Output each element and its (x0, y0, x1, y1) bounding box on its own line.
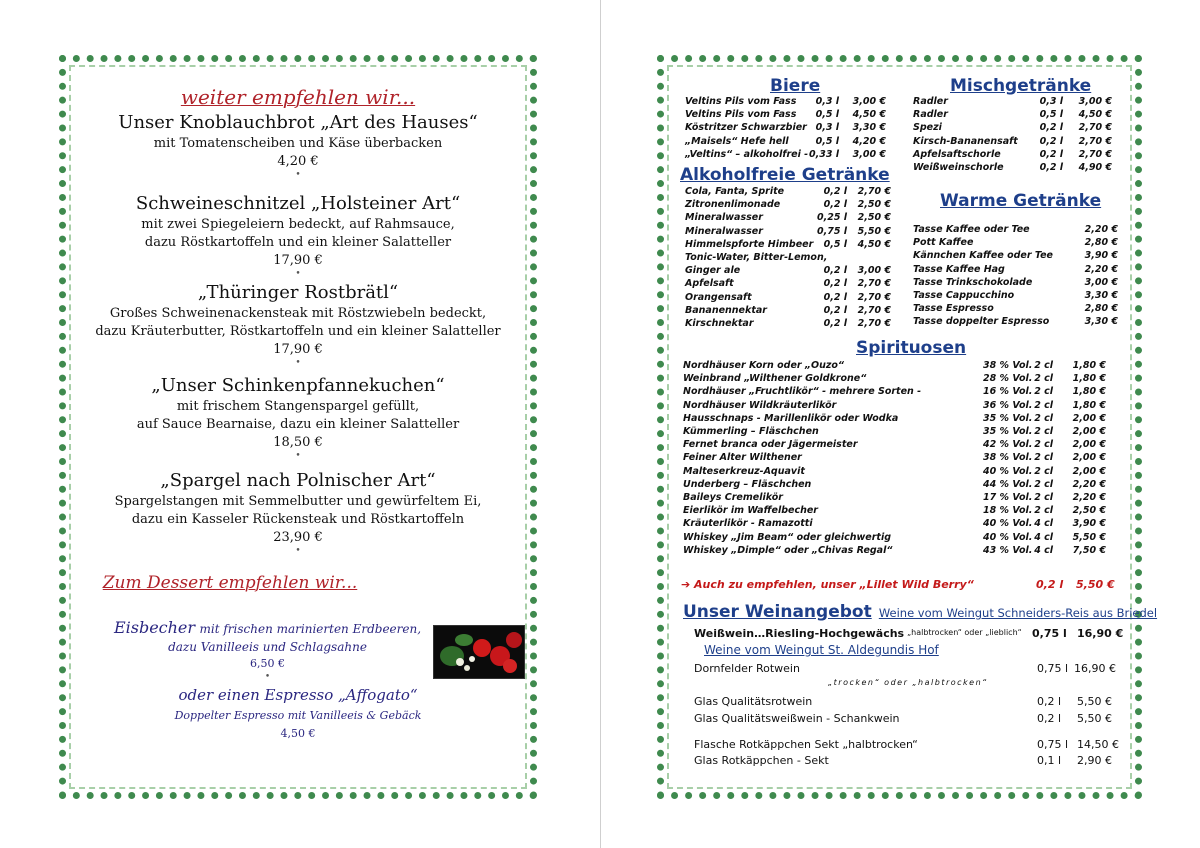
wine-price: 16,90 € (1077, 627, 1124, 640)
drink-abv: 35 % Vol. (983, 426, 1033, 437)
drink-row (683, 400, 1113, 413)
dish-price: 18,50 € (273, 435, 323, 450)
drink-name: Tasse doppelter Espresso (913, 316, 1050, 328)
drink-price: 2,00 € (1072, 412, 1106, 424)
drink-name: Tonic-Water, Bitter-Lemon, (685, 252, 828, 263)
drink-row (685, 149, 925, 162)
drink-name: Apfelsaftschorle (913, 148, 1001, 160)
drink-price: 4,50 € (857, 238, 891, 250)
drink-row (685, 199, 925, 212)
drink-qty: 0,2 l (1039, 135, 1063, 147)
drink-name: Kirschnektar (685, 318, 754, 329)
drink-name: Hausschnaps - Marillenlikör oder Wodka (683, 412, 899, 424)
wine-price: 14,50 € (1077, 738, 1119, 751)
drink-name: Tasse Espresso (913, 303, 994, 315)
wine-subtitle: Weine vom Weingut Schneiders-Reis aus Briedel (878, 606, 1158, 620)
drink-name: Feiner Alter Wilthener (683, 452, 802, 464)
drink-row (913, 224, 1153, 237)
drink-name: Radler (913, 96, 948, 107)
drink-row (913, 316, 1153, 329)
dish-description: dazu ein Kasseler Rückensteak und Röstkartoffeln (131, 512, 465, 527)
drink-price: 1,80 € (1072, 399, 1106, 411)
drink-row (685, 292, 925, 305)
drink-name: Weinbrand „Wilthener Goldkrone“ (683, 373, 867, 385)
section-biere: Biere (770, 76, 821, 96)
drink-price: 2,00 € (1072, 465, 1106, 477)
drink-name: Tasse Trinkschokolade (913, 276, 1033, 288)
drink-name: Zitronenlimonade (685, 199, 781, 211)
drink-price: 3,30 € (1084, 290, 1118, 301)
drink-name: Ginger ale (685, 265, 741, 277)
drink-row (913, 162, 1153, 175)
drink-row (683, 518, 1113, 531)
lillet-qty: 0,2 l (1036, 578, 1064, 591)
drink-row (683, 360, 1113, 373)
drink-price: 4,50 € (1078, 109, 1112, 121)
drink-name: Kännchen Kaffee oder Tee (913, 250, 1053, 262)
drink-price: 2,20 € (1084, 224, 1118, 235)
drink-row (685, 212, 925, 225)
drink-qty: 0,5 l (1039, 109, 1063, 121)
wine-price: 5,50 € (1077, 712, 1112, 725)
dornfelder-row (694, 662, 1124, 677)
drink-price: 2,70 € (857, 186, 891, 197)
drink-name: Bananennektar (685, 304, 767, 316)
dessert-price: 6,50 € (250, 657, 285, 670)
wine-price: 16,90 € (1074, 662, 1116, 675)
drink-row (685, 136, 925, 149)
wine-name: Glas Qualitätsrotwein (694, 695, 813, 708)
dish-item (80, 192, 516, 278)
drink-abv: 40 % Vol. (983, 518, 1033, 530)
drink-price: 2,70 € (857, 318, 891, 329)
drink-row (685, 109, 925, 122)
drink-qty: 0,2 l (823, 278, 847, 290)
drink-abv: 40 % Vol. (983, 531, 1033, 543)
drink-row (683, 466, 1113, 479)
drink-row (685, 186, 925, 199)
dish-name: Schweineschnitzel „Holsteiner Art“ (135, 193, 461, 214)
dish-description: auf Sauce Bearnaise, dazu ein kleiner Salatteller (136, 417, 460, 432)
lillet-text: ➔ Auch zu empfehlen, unser „Lillet Wild Berry“ (681, 578, 974, 591)
wine-row (694, 754, 1124, 769)
drink-price: 3,90 € (1084, 250, 1118, 262)
drink-price: 4,90 € (1078, 162, 1112, 173)
drink-price: 2,70 € (1078, 122, 1112, 134)
drink-qty: 0,2 l (823, 265, 847, 277)
drink-row (913, 237, 1153, 250)
drink-qty: 4 cl (1034, 531, 1053, 543)
drink-row (683, 492, 1113, 505)
wine-note: „trocken“ oder „halbtrocken“ (828, 678, 988, 687)
drink-abv: 38 % Vol. (983, 452, 1033, 464)
drink-abv: 40 % Vol. (983, 465, 1033, 477)
drink-abv: 17 % Vol. (983, 492, 1033, 503)
drink-row (685, 226, 925, 239)
drink-name: Kümmerling – Fläschchen (683, 426, 819, 437)
drink-price: 2,50 € (857, 212, 891, 224)
drink-name: Nordhäuser „Fruchtlikör“ - mehrere Sorten - (683, 386, 922, 398)
dish-price: 17,90 € (273, 253, 323, 268)
drink-row (685, 239, 925, 252)
drink-row (685, 278, 925, 291)
separator-dot: • (264, 672, 271, 682)
drink-abv: 35 % Vol. (983, 412, 1033, 424)
drink-name: Veltins Pils vom Fass (685, 109, 797, 121)
drink-row (683, 452, 1113, 465)
wine-name: Flasche Rotkäppchen Sekt „halbtrocken“ (694, 738, 918, 751)
drink-qty: 0,33 l (808, 148, 839, 160)
dish-name: Unser Knoblauchbrot „Art des Hauses“ (118, 112, 478, 133)
dessert-line: dazu Vanilleeis und Schlagsahne (168, 640, 367, 654)
drink-price: 1,80 € (1072, 360, 1106, 371)
strawberry-image (433, 625, 525, 679)
drink-qty: 2 cl (1034, 426, 1053, 437)
dessert-price: 4,50 € (280, 727, 316, 740)
drink-abv: 18 % Vol. (983, 505, 1033, 517)
dish-item (80, 281, 516, 367)
drink-price: 2,50 € (1072, 505, 1106, 517)
drink-qty: 2 cl (1034, 412, 1053, 424)
drink-row (683, 439, 1113, 452)
drink-qty: 2 cl (1034, 505, 1053, 517)
section-mischgetraenke: Mischgetränke (950, 76, 1092, 96)
drink-price: 2,80 € (1084, 303, 1118, 315)
drink-price: 7,50 € (1072, 544, 1106, 556)
drink-name: Baileys Cremelikör (683, 492, 783, 503)
dish-name: „Thüringer Rostbrätl“ (197, 282, 399, 303)
drink-qty: 4 cl (1034, 518, 1053, 530)
drink-qty: 0,3 l (815, 96, 839, 107)
drink-qty: 2 cl (1034, 373, 1053, 385)
wine-row (694, 695, 1124, 710)
drink-price: 2,00 € (1072, 439, 1106, 451)
aldegundis-heading: Weine vom Weingut St. Aldegundis Hof (704, 643, 939, 657)
dessert-heading: Zum Dessert empfehlen wir... (102, 573, 358, 593)
wine-row (694, 712, 1124, 727)
wine-qty: 0,2 l (1037, 712, 1062, 725)
drink-name: Pott Kaffee (913, 237, 974, 249)
separator-dot: • (295, 546, 301, 556)
drink-abv: 44 % Vol. (983, 478, 1033, 490)
dish-description: mit Tomatenscheiben und Käse überbacken (153, 136, 443, 151)
drink-name: Apfelsaft (685, 278, 734, 290)
section-spirituosen: Spirituosen (856, 338, 967, 358)
drink-row (913, 136, 1153, 149)
wine-row (694, 738, 1124, 753)
wine-price: 5,50 € (1077, 695, 1112, 708)
drink-qty: 2 cl (1034, 386, 1053, 398)
drink-row (685, 96, 925, 109)
wine-title: Unser Weinangebot (683, 602, 872, 622)
drink-qty: 2 cl (1034, 478, 1053, 490)
drink-row (683, 532, 1113, 545)
drink-qty: 2 cl (1034, 439, 1053, 451)
drink-name: Underberg – Fläschchen (683, 478, 812, 490)
drink-name: Kirsch-Bananensaft (913, 135, 1018, 147)
drink-qty: 0,5 l (823, 238, 847, 250)
drink-name: Spezi (913, 122, 942, 134)
drink-row (683, 505, 1113, 518)
drink-price: 1,80 € (1072, 386, 1106, 398)
drink-name: Radler (913, 109, 948, 121)
drink-price: 5,50 € (1072, 531, 1106, 543)
drink-qty: 0,2 l (1039, 148, 1063, 160)
wine-name: Glas Rotkäppchen - Sekt (694, 754, 829, 767)
riesling-row (694, 627, 1124, 642)
recommend-heading: weiter empfehlen wir... (180, 85, 416, 109)
drink-name: Tasse Cappucchino (913, 290, 1015, 301)
drink-qty: 0,2 l (823, 318, 847, 329)
drink-name: Mineralwasser (685, 225, 763, 237)
drink-price: 4,50 € (852, 109, 886, 121)
drink-price: 3,30 € (852, 122, 886, 134)
drink-qty: 2 cl (1034, 399, 1053, 411)
dish-description: dazu Kräuterbutter, Röstkartoffeln und ein kleiner Salatteller (95, 324, 501, 339)
drink-name: „Veltins“ – alkoholfrei - (685, 148, 809, 160)
drink-row (683, 373, 1113, 386)
dessert-eisbecher (100, 618, 435, 639)
dish-name: „Unser Schinkenpfannekuchen“ (151, 375, 445, 396)
separator-dot: • (295, 170, 301, 180)
wine-name: Glas Qualitätsweißwein - Schankwein (694, 712, 900, 725)
wine-qty: 0,75 l (1037, 738, 1069, 751)
drink-name: „Maisels“ Hefe hell (685, 135, 789, 147)
drink-name: Fernet branca oder Jägermeister (683, 439, 858, 451)
drink-qty: 0,5 l (815, 109, 839, 121)
drink-abv: 36 % Vol. (983, 399, 1033, 411)
dessert-line: mit frischen marinierten Erdbeeren, (199, 622, 422, 636)
drink-row (685, 305, 925, 318)
drink-row (913, 264, 1153, 277)
drink-name: Nordhäuser Wildkräuterlikör (683, 399, 837, 411)
wine-qty: 0,75 l (1037, 662, 1069, 675)
drink-price: 2,80 € (1084, 237, 1118, 249)
drink-price: 2,00 € (1072, 452, 1106, 464)
dessert-line: Doppelter Espresso mit Vanilleeis & Gebäck (174, 709, 422, 722)
drink-qty: 0,2 l (823, 186, 847, 197)
drink-price: 3,00 € (852, 148, 886, 160)
drink-name: Mineralwasser (685, 212, 763, 224)
drink-price: 5,50 € (857, 225, 891, 237)
dish-item (80, 469, 516, 555)
drink-price: 2,70 € (857, 278, 891, 290)
dessert-title: Eisbecher (113, 618, 196, 637)
drink-qty: 0,2 l (823, 304, 847, 316)
drink-abv: 16 % Vol. (983, 386, 1033, 398)
dish-description: Großes Schweinenackensteak mit Röstzwiebeln bedeckt, (109, 306, 487, 321)
drink-name: Tasse Kaffee oder Tee (913, 224, 1030, 235)
drink-name: Cola, Fanta, Sprite (685, 186, 785, 197)
drink-qty: 0,75 l (816, 225, 847, 237)
dish-item (80, 374, 516, 460)
drink-name: Tasse Kaffee Hag (913, 263, 1005, 275)
drink-name: Whiskey „Jim Beam“ oder gleichwertig (683, 531, 892, 543)
drink-price: 3,90 € (1072, 518, 1106, 530)
dish-description: mit frischem Stangenspargel gefüllt, (176, 399, 420, 414)
lillet-price: 5,50 € (1076, 578, 1115, 591)
lillet-recommendation (681, 578, 1115, 591)
wine-name: Dornfelder Rotwein (694, 662, 800, 675)
wine-note: „halbtrocken“ oder „lieblich“ (907, 628, 1022, 637)
drink-row (685, 252, 925, 265)
separator-dot: • (295, 358, 301, 368)
drink-row (685, 122, 925, 135)
drink-price: 2,20 € (1084, 263, 1118, 275)
drink-qty: 0,2 l (823, 199, 847, 211)
drink-qty: 4 cl (1034, 544, 1053, 556)
drink-qty: 2 cl (1034, 492, 1053, 503)
drink-qty: 0,2 l (1039, 122, 1063, 134)
drink-name: Orangensaft (685, 291, 752, 303)
drink-row (685, 265, 925, 278)
drink-name: Veltins Pils vom Fass (685, 96, 797, 107)
drink-price: 2,70 € (857, 304, 891, 316)
dish-description: Spargelstangen mit Semmelbutter und gewürfeltem Ei, (114, 494, 482, 509)
drink-abv: 28 % Vol. (983, 373, 1033, 385)
drink-price: 3,00 € (1084, 276, 1118, 288)
dish-price: 17,90 € (273, 342, 323, 357)
section-warm: Warme Getränke (940, 191, 1102, 211)
drink-qty: 2 cl (1034, 360, 1053, 371)
wine-name: Weißwein…Riesling-Hochgewächs (694, 627, 905, 640)
drink-qty: 0,25 l (816, 212, 847, 224)
drink-row (683, 413, 1113, 426)
drink-row (683, 479, 1113, 492)
drink-row (683, 386, 1113, 399)
section-alkoholfrei: Alkoholfreie Getränke (680, 165, 890, 185)
drink-price: 3,00 € (1078, 96, 1112, 107)
drink-name: Whiskey „Dimple“ oder „Chivas Regal“ (683, 544, 893, 556)
drink-qty: 2 cl (1034, 465, 1053, 477)
drink-name: Eierlikör im Waffelbecher (683, 505, 818, 517)
dish-price: 4,20 € (277, 154, 319, 169)
drink-qty: 0,5 l (815, 135, 839, 147)
dish-name: „Spargel nach Polnischer Art“ (160, 470, 436, 491)
wine-qty: 0,1 l (1037, 754, 1062, 767)
dish-description: dazu Röstkartoffeln und ein kleiner Salatteller (144, 235, 452, 250)
drink-qty: 0,2 l (823, 291, 847, 303)
wine-qty: 0,75 l (1032, 627, 1067, 640)
drink-qty: 2 cl (1034, 452, 1053, 464)
drink-price: 2,00 € (1072, 426, 1106, 437)
drink-name: Weißweinschorle (913, 162, 1004, 173)
drink-row (913, 290, 1153, 303)
drink-price: 3,00 € (852, 96, 886, 107)
drink-row (913, 277, 1153, 290)
drink-name: Himmelspforte Himbeer (685, 238, 814, 250)
drink-name: Malteserkreuz-Aquavit (683, 465, 805, 477)
drink-name: Kräuterlikör - Ramazotti (683, 518, 813, 530)
drink-row (913, 250, 1153, 263)
separator-dot: • (295, 269, 301, 279)
drink-row (913, 96, 1153, 109)
drink-name: Köstritzer Schwarzbier (685, 122, 807, 134)
drink-row (685, 318, 925, 331)
drink-price: 3,30 € (1084, 316, 1118, 328)
drink-row (683, 426, 1113, 439)
drink-qty: 0,3 l (815, 122, 839, 134)
drink-abv: 43 % Vol. (983, 544, 1033, 556)
drink-qty: 0,3 l (1039, 96, 1063, 107)
drink-row (913, 149, 1153, 162)
drink-price: 2,70 € (1078, 135, 1112, 147)
dish-price: 23,90 € (273, 530, 323, 545)
drink-qty: 0,2 l (1039, 162, 1063, 173)
drink-row (913, 122, 1153, 135)
drink-row (913, 109, 1153, 122)
drink-price: 2,70 € (857, 291, 891, 303)
wine-price: 2,90 € (1077, 754, 1112, 767)
wine-header (683, 602, 1157, 622)
drink-name: Nordhäuser Korn oder „Ouzo“ (683, 360, 845, 371)
drink-price: 4,20 € (852, 135, 886, 147)
drink-abv: 38 % Vol. (983, 360, 1033, 371)
drink-price: 2,20 € (1072, 492, 1106, 503)
dessert-affogato: oder einen Espresso „Affogato“ (178, 686, 418, 704)
dish-item (80, 111, 516, 179)
drink-row (683, 545, 1113, 558)
dish-description: mit zwei Spiegeleiern bedeckt, auf Rahmsauce, (141, 217, 455, 232)
drink-price: 2,20 € (1072, 478, 1106, 490)
drink-abv: 42 % Vol. (983, 439, 1033, 451)
drink-price: 1,80 € (1072, 373, 1106, 385)
drink-price: 2,70 € (1078, 148, 1112, 160)
separator-dot: • (295, 451, 301, 461)
drink-price: 2,50 € (857, 199, 891, 211)
wine-qty: 0,2 l (1037, 695, 1062, 708)
drink-row (913, 303, 1153, 316)
drink-price: 3,00 € (857, 265, 891, 277)
